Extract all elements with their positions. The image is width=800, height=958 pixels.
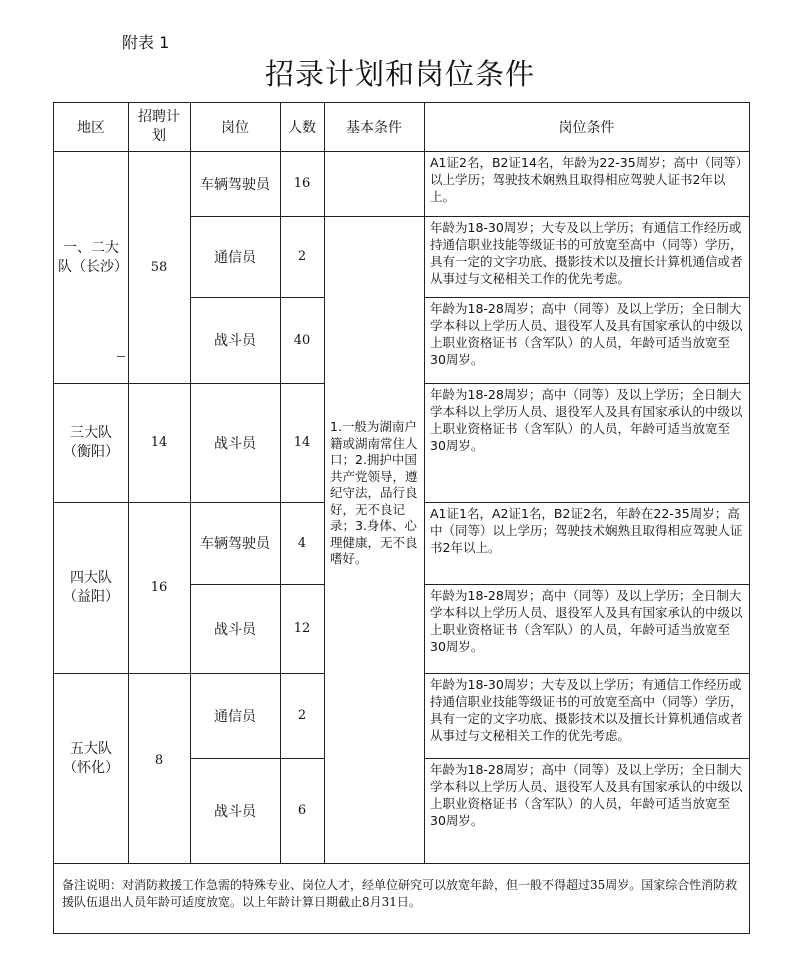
post-name: 战斗员 (214, 803, 256, 820)
header-post-conditions: 岗位条件 (558, 120, 615, 136)
region-name: 五大队（怀化） (63, 741, 119, 776)
post-name: 通信员 (214, 249, 256, 266)
region-plan: 14 (150, 435, 168, 450)
post-condition: 年龄为18-28周岁；高中（同等）及以上学历；全日制大学本科以上学历人员、退役军人及具有国家承认的中级以上职业资格证书（含军队）的人员，年龄可适当放宽至30周岁。 (430, 301, 743, 367)
post-name: 战斗员 (214, 435, 256, 452)
region-plan: 8 (154, 752, 164, 768)
region-plan: 58 (150, 259, 168, 275)
post-count: 12 (293, 621, 311, 636)
post-name: 战斗员 (214, 621, 256, 638)
post-name: 车辆驾驶员 (200, 536, 270, 552)
appendix-label: 附表 1 (122, 33, 170, 52)
post-count: 40 (293, 332, 311, 348)
header-count: 人数 (288, 120, 316, 136)
recruitment-table (53, 102, 750, 934)
header-post: 岗位 (221, 120, 249, 136)
post-condition: 年龄为18-30周岁；大专及以上学历；有通信工作经历或持通信职业技能等级证书的可放宽至高中（同等）学历，具有一定的文字功底、摄影技术以及擅长计算机通信或者从事过与文秘相关工作的优先考虑。 (430, 220, 743, 286)
post-condition: 年龄为18-28周岁；高中（同等）及以上学历；全日制大学本科以上学历人员、退役军人及具有国家承认的中级以上职业资格证书（含军队）的人员，年龄可适当放宽至30周岁。 (430, 762, 743, 828)
header-plan: 招聘计划 (138, 109, 180, 144)
post-name: 通信员 (214, 708, 256, 725)
post-condition: A1证1名，A2证1名，B2证2名，年龄在22-35周岁；高中（同等）以上学历；驾驶技术娴熟且取得相应驾驶人证书2年以上。 (430, 506, 743, 555)
post-name: 车辆驾驶员 (200, 176, 270, 193)
header-basic-conditions: 基本条件 (346, 120, 402, 136)
region-name: 一、二大队（长沙） (58, 240, 128, 275)
stray-mark (117, 356, 125, 357)
remarks-note: 备注说明：对消防救援工作急需的特殊专业、岗位人才，经单位研究可以放宽年龄，但一般不得超过35周岁。国家综合性消防救援队伍退出人员年龄可适度放宽。以上年龄计算日期截止8月31日。 (62, 878, 738, 909)
post-condition: 年龄为18-28周岁；高中（同等）及以上学历；全日制大学本科以上学历人员、退役军人及具有国家承认的中级以上职业资格证书（含军队）的人员，年龄可适当放宽至30周岁。 (430, 387, 743, 453)
post-count: 4 (297, 535, 307, 551)
post-condition: 年龄为18-28周岁；高中（同等）及以上学历；全日制大学本科以上学历人员、退役军人及具有国家承认的中级以上职业资格证书（含军队）的人员，年龄可适当放宽至30周岁。 (430, 588, 743, 654)
region-name: 四大队（益阳） (63, 569, 119, 605)
basic-conditions: 1.一般为湖南户籍或湖南常住人口；2.拥护中国共产党领导，遵纪守法，品行良好，无不良记录；3.身体、心理健康，无不良嗜好。 (330, 419, 418, 566)
region-plan: 16 (150, 580, 168, 595)
post-count: 14 (293, 435, 311, 450)
post-count: 2 (297, 708, 307, 723)
region-name: 三大队（衡阳） (63, 424, 119, 460)
page-title: 招录计划和岗位条件 (264, 57, 535, 91)
post-count: 2 (297, 249, 307, 264)
header-region: 地区 (77, 120, 105, 136)
post-condition: 年龄为18-30周岁；大专及以上学历；有通信工作经历或持通信职业技能等级证书的可放宽至高中（同等）学历，具有一定的文字功底、摄影技术以及擅长计算机通信或者从事过与文秘相关工作的优先考虑。 (430, 677, 743, 743)
post-condition: A1证2名，B2证14名，年龄为22-35周岁；高中（同等）以上学历；驾驶技术娴熟且取得相应驾驶人证书2年以上。 (430, 155, 742, 204)
post-name: 战斗员 (214, 333, 256, 349)
post-count: 6 (297, 803, 307, 818)
post-count: 16 (293, 176, 311, 191)
